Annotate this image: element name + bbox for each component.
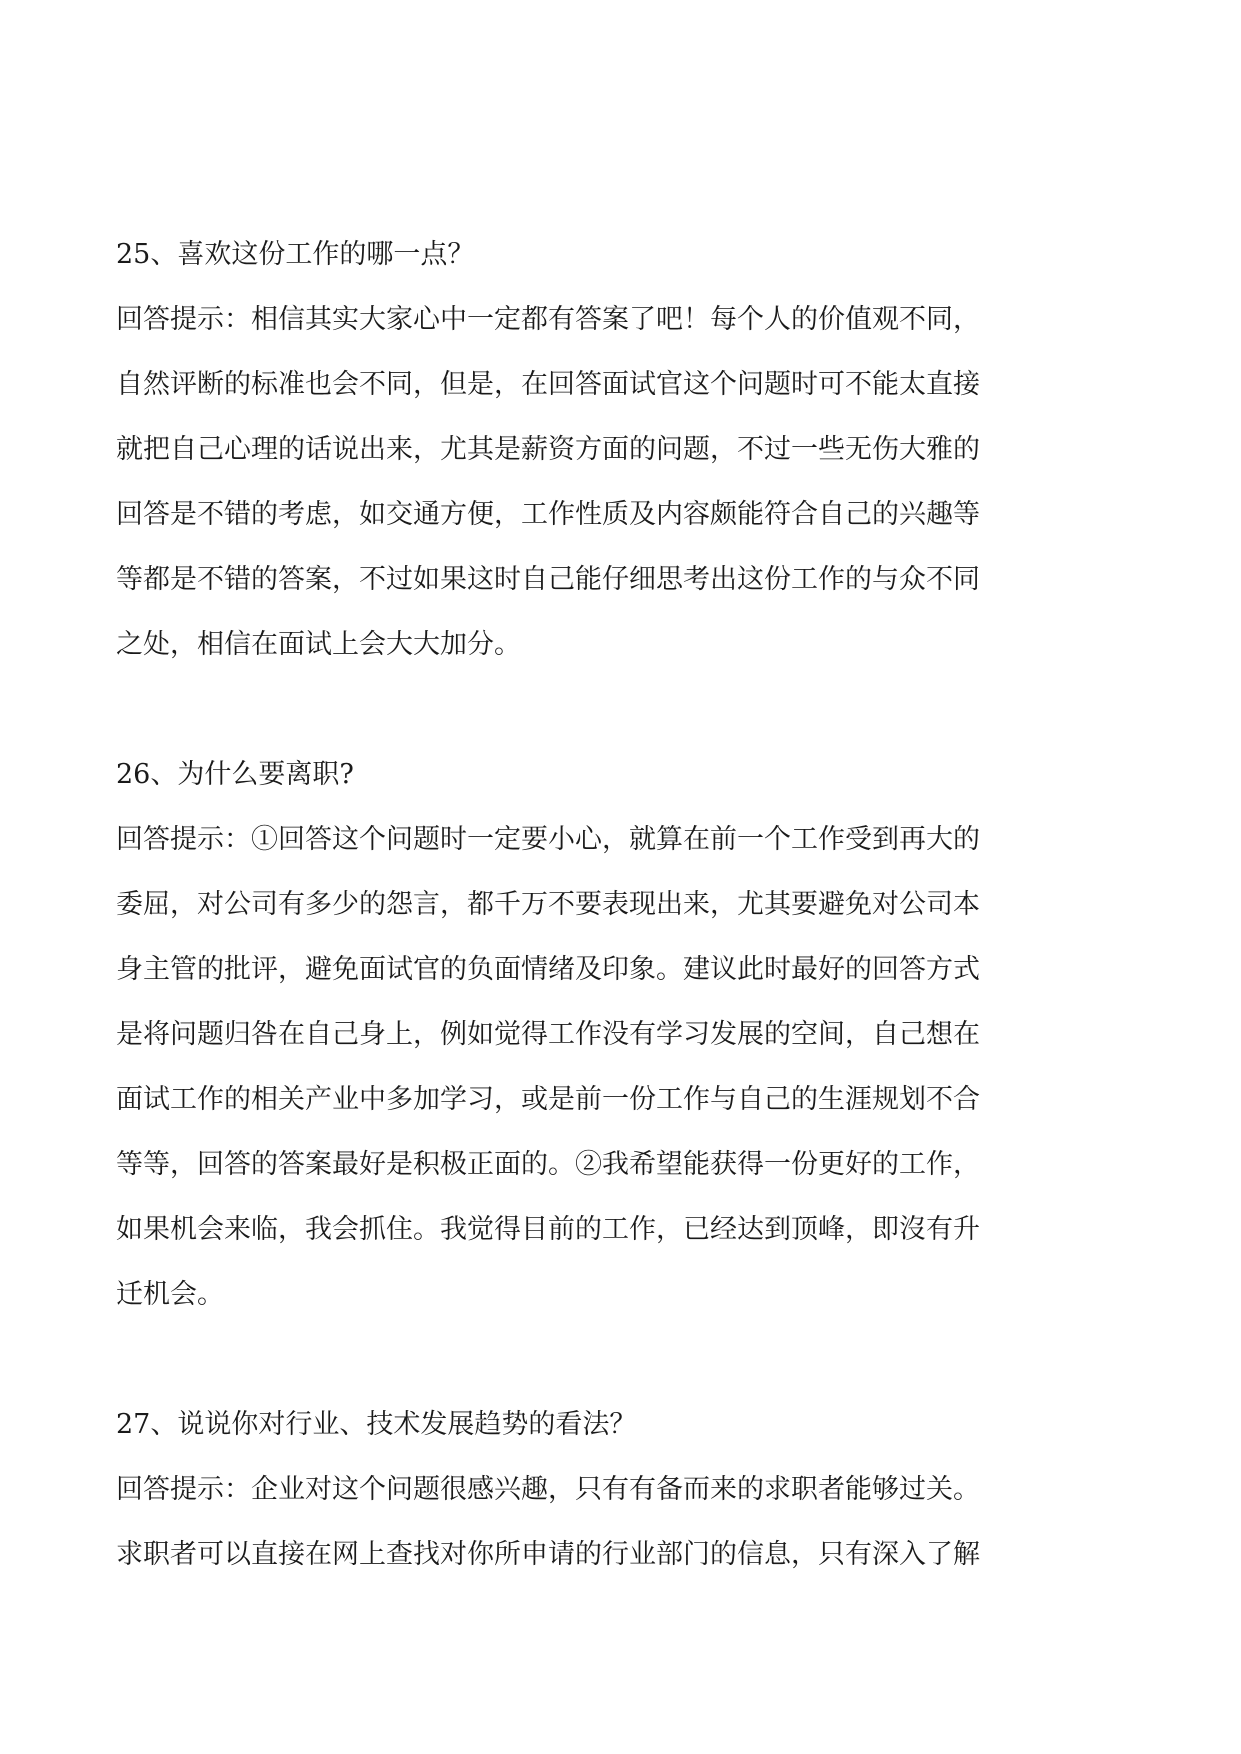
answer-line: 回答提示：①回答这个问题时一定要小心，就算在前一个工作受到再大的 [116,824,980,855]
answer-line: 回答是不错的考虑，如交通方便，工作性质及内容颇能符合自己的兴趣等 [116,499,980,530]
answer-line: 如果机会来临，我会抓住。我觉得目前的工作，已经达到顶峰，即沒有升 [116,1214,980,1245]
answer-line: 回答提示：企业对这个问题很感兴趣，只有有备而来的求职者能够过关。 [116,1474,980,1505]
answer-line: 委屈，对公司有多少的怨言，都千万不要表现出来，尤其要避免对公司本 [116,889,980,920]
answer-line: 面试工作的相关产业中多加学习，或是前一份工作与自己的生涯规划不合 [116,1084,980,1115]
document-content [116,222,1056,1587]
question-heading: 25、喜欢这份工作的哪一点？ [116,239,475,270]
answer-line: 自然评断的标准也会不同，但是，在回答面试官这个问题时可不能太直接 [116,369,980,400]
qa-section-27 [116,1392,1056,1587]
qa-section-25 [116,222,1056,677]
answer-line: 就把自己心理的话说出来，尤其是薪资方面的问题，不过一些无伤大雅的 [116,434,980,465]
question-heading: 26、为什么要离职? [116,759,354,790]
question-heading: 27、说说你对行业、技术发展趋势的看法？ [116,1409,637,1440]
answer-line: 是将问题归咎在自己身上，例如觉得工作没有学习发展的空间，自己想在 [116,1019,980,1050]
answer-line: 回答提示：相信其实大家心中一定都有答案了吧！每个人的价值观不同， [116,304,980,335]
answer-line: 身主管的批评，避免面试官的负面情绪及印象。建议此时最好的回答方式 [116,954,980,985]
answer-line: 求职者可以直接在网上查找对你所申请的行业部门的信息，只有深入了解 [116,1539,980,1570]
answer-line: 等都是不错的答案，不过如果这时自己能仔细思考出这份工作的与众不同 [116,564,980,595]
answer-line: 之处，相信在面试上会大大加分。 [116,629,521,660]
answer-line: 迁机会。 [116,1279,224,1310]
qa-section-26 [116,742,1056,1327]
answer-line: 等等，回答的答案最好是积极正面的。②我希望能获得一份更好的工作， [116,1149,980,1180]
